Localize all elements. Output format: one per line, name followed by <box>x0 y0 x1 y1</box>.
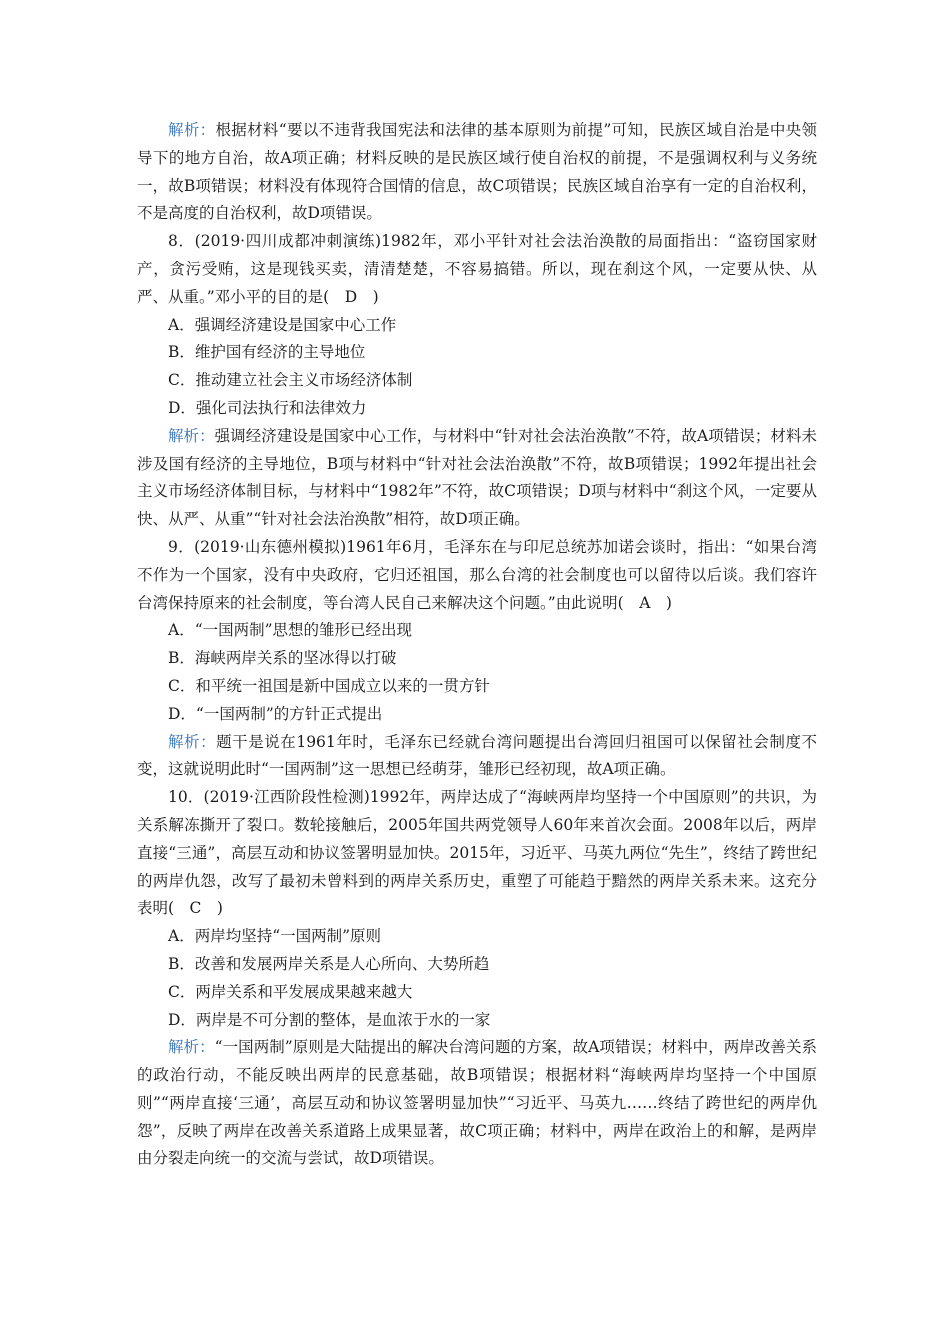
analysis-label: 解析： <box>168 426 215 445</box>
q9-option-c: C．和平统一祖国是新中国成立以来的一贯方针 <box>168 676 490 695</box>
analysis-text: “一国两制”原则是大陆提出的解决台湾问题的方案，故A项错误；材料中，两岸改善关系的政治行动，不能反映出两岸的民意基础，故B项错误；根据材料“海峡两岸均坚持一个中国原则”“两岸直接‘三通’，高层互动和协议签署明显加快”“习近平、马英九……终结了跨世纪的两岸仇怨”，反映了两岸在改善关系道路上成果显著，故C项正确；材料中，两岸在政治上的和解，是两岸由分裂走向统一的交流与尝试，故D项错误。 <box>137 1038 817 1168</box>
q10-analysis <box>137 1034 817 1173</box>
q8-analysis <box>137 423 817 534</box>
q8-option-a: A．强调经济建设是国家中心工作 <box>168 315 397 334</box>
q9-option-b: B．海峡两岸关系的坚冰得以打破 <box>168 649 397 668</box>
q8-option-c: C．推动建立社会主义市场经济体制 <box>168 371 413 390</box>
q10-option-b: B．改善和发展两岸关系是人心所向、大势所趋 <box>168 954 490 973</box>
analysis-label: 解析： <box>168 732 217 751</box>
q10-option-c: C．两岸关系和平发展成果越来越大 <box>168 982 413 1001</box>
document-page <box>137 117 817 1173</box>
q9-option-d: D．“一国两制”的方针正式提出 <box>168 704 383 723</box>
q9-option-a: A．“一国两制”思想的雏形已经出现 <box>168 621 413 640</box>
analysis-text: 根据材料“要以不违背我国宪法和法律的基本原则为前提”可知，民族区域自治是中央领导下的地方自治，故A项正确；材料反映的是民族区域行使自治权的前提，不是强调权利与义务统一，故B项错误；材料没有体现符合国情的信息，故C项错误；民族区域自治享有一定的自治权利，不是高度的自治权利，故D项错误。 <box>137 121 817 223</box>
analysis-text: 强调经济建设是国家中心工作，与材料中“针对社会法治涣散”不符，故A项错误；材料未涉及国有经济的主导地位，B项与材料中“针对社会法治涣散”不符，故B项错误；1992年提出社会主义市场经济体制目标，与材料中“1982年”不符，故C项错误；D项与材料中“刹这个风，一定要从快、从严、从重”“针对社会法治涣散”相符，故D项正确。 <box>137 426 817 529</box>
analysis-label: 解析： <box>168 121 216 139</box>
q10-stem: 10．(2019·江西阶段性检测)1992年，两岸达成了“海峡两岸均坚持一个中国原则”的共识，为关系解冻撕开了裂口。数轮接触后，2005年国共两党领导人60年来首次会面。2008年以后，两岸直接“三通”，高层互动和协议签署明显加快。2015年，习近平、马英九两位“先生”，终结了跨世纪的两岸仇怨，改写了最初未曾料到的两岸关系历史，重塑了可能趋于黯然的两岸关系未来。这充分表明( C ) <box>137 788 817 918</box>
q10-option-a: A．两岸均坚持“一国两制”原则 <box>168 927 382 946</box>
q9-stem: 9．(2019·山东德州模拟)1961年6月，毛泽东在与印尼总统苏加诺会谈时，指出：“如果台湾不作为一个国家，没有中央政府，它归还祖国，那么台湾的社会制度也可以留待以后谈。我们容许台湾保持原来的社会制度，等台湾人民自己来解决这个问题。”由此说明( A ) <box>137 537 817 612</box>
q9-analysis <box>137 729 817 785</box>
q8-stem: 8．(2019·四川成都冲刺演练)1982年，邓小平针对社会法治涣散的局面指出：“盗窃国家财产，贪污受贿，这是现钱买卖，清清楚楚，不容易搞错。所以，现在刹这个风，一定要从快、从严、从重。”邓小平的目的是( D ) <box>137 232 817 306</box>
q7-analysis <box>137 117 817 228</box>
analysis-label: 解析： <box>168 1038 215 1057</box>
analysis-text: 题干是说在1961年时，毛泽东已经就台湾问题提出台湾回归祖国可以保留社会制度不变，这就说明此时“一国两制”这一思想已经萌芽，雏形已经初现，故A项正确。 <box>137 732 817 779</box>
q10-option-d: D．两岸是不可分割的整体，是血浓于水的一家 <box>168 1010 491 1029</box>
q8-option-d: D．强化司法执行和法律效力 <box>168 398 367 417</box>
q8-option-b: B．维护国有经济的主导地位 <box>168 343 366 362</box>
